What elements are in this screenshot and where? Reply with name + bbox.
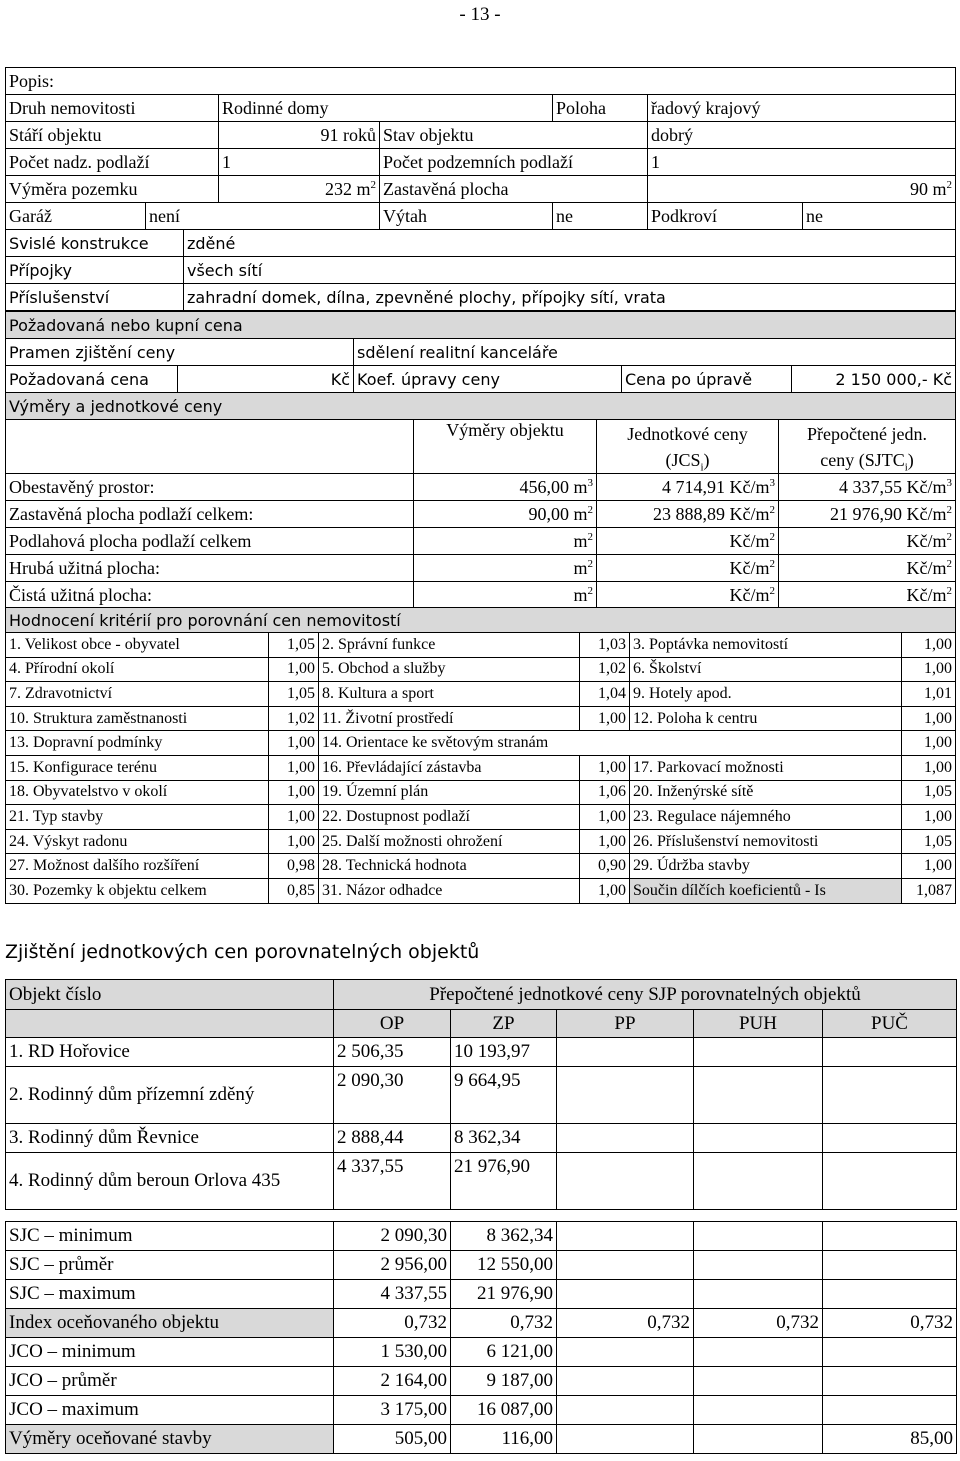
kriterium-value: 1,05	[269, 633, 319, 658]
objekt-row	[6, 1067, 957, 1124]
summary-value: 0,732	[451, 1309, 557, 1338]
kriterium-name: 23. Regulace nájemného	[630, 805, 902, 830]
prepoctena-cena-text: 21 976,90 Kč/m	[830, 503, 947, 524]
kriteria-section: Hodnocení kritérií pro porovnání cen nemovitostí	[6, 608, 956, 633]
podlazi-label: Počet nadz. podlaží	[6, 149, 219, 176]
kriterium-name: 15. Konfigurace terénu	[6, 755, 269, 780]
vymera-value-exp: 3	[587, 476, 593, 489]
summary-value: 1 530,00	[334, 1338, 451, 1367]
pozemek-label: Výměra pozemku	[6, 176, 219, 203]
objekt-empty	[557, 1038, 694, 1067]
vymera-value-exp: 2	[587, 530, 593, 543]
kriterium-value: 1,00	[902, 755, 956, 780]
objekt-empty	[694, 1124, 823, 1153]
kriterium-name: 26. Příslušenství nemovitosti	[630, 829, 902, 854]
kriteria-row	[6, 633, 956, 658]
koef-label: Koef. úpravy ceny	[354, 366, 622, 393]
cena-table	[5, 311, 956, 393]
summary-value: 9 187,00	[451, 1367, 557, 1396]
kriterium-value: 1,02	[269, 706, 319, 731]
summary-row	[6, 1367, 957, 1396]
vymera-value-text: 90,00 m	[528, 503, 588, 524]
zjisteni-heading: Zjištění jednotkových cen porovnatelných objektů	[5, 941, 480, 963]
kriteria-row	[6, 780, 956, 805]
summary-value	[823, 1280, 957, 1309]
summary-value	[557, 1367, 694, 1396]
kriterium-name: Součin dílčích koeficientů - Is	[630, 878, 902, 903]
summary-value	[823, 1251, 957, 1280]
prepoctene-sjp-header: Přepočtené jednotkové ceny SJP porovnatelných objektů	[334, 980, 957, 1010]
jednotkova-cena-exp: 3	[769, 476, 775, 489]
summary-value	[557, 1338, 694, 1367]
kriterium-name: 21. Typ stavby	[6, 805, 269, 830]
kriterium-value: 1,02	[580, 657, 630, 682]
prepoctena-cena-exp: 2	[946, 557, 953, 570]
kriterium-value: 1,00	[269, 805, 319, 830]
po-uprave-label: Cena po úpravě	[622, 366, 792, 393]
prepoctene-header: Přepočtené jedn. ceny $(SJTC_i)$	[779, 420, 956, 474]
kriterium-name: 30. Pozemky k objektu celkem	[6, 878, 269, 903]
summary-value	[557, 1222, 694, 1251]
col-header-pp: PP	[557, 1010, 694, 1038]
kriterium-name: 4. Přírodní okolí	[6, 657, 269, 682]
col-header-puh: PUH	[694, 1010, 823, 1038]
kriterium-value: 1,00	[902, 731, 956, 756]
kriterium-value: 1,00	[902, 657, 956, 682]
pozadovana-kc: Kč	[178, 366, 354, 393]
vymery-section: Výměry a jednotkové ceny	[6, 393, 956, 420]
prepoctena-cena-exp: 3	[946, 476, 953, 489]
summary-value	[557, 1251, 694, 1280]
vymera-value	[414, 528, 597, 555]
objekt-op: 2 888,44	[334, 1124, 451, 1153]
summary-value	[823, 1222, 957, 1251]
prepoctena-cena	[779, 474, 956, 501]
summary-value	[694, 1396, 823, 1425]
kriteria-row	[6, 854, 956, 879]
vytah-value: ne	[553, 203, 648, 230]
kriterium-value: 0,98	[269, 854, 319, 879]
prepoctena-cena	[779, 528, 956, 555]
vymery-row	[6, 555, 956, 582]
kriterium-name: 20. Inženýrské sítě	[630, 780, 902, 805]
podkrovi-label: Podkroví	[648, 203, 803, 230]
prepoctena-cena-exp: 2	[946, 584, 953, 597]
vymery-row	[6, 501, 956, 528]
druh-value: Rodinné domy	[219, 95, 553, 122]
svisle-value: zděné	[184, 230, 956, 257]
kriterium-value: 1,00	[269, 731, 319, 756]
kriterium-value: 1,00	[580, 805, 630, 830]
summary-value	[694, 1338, 823, 1367]
pozemek-value: 232 $m^2$	[219, 176, 380, 203]
vymery-row	[6, 582, 956, 609]
kriterium-name: 7. Zdravotnictví	[6, 682, 269, 707]
prepoctena-cena-text: Kč/m	[906, 557, 947, 578]
podkrovi-value: ne	[803, 203, 956, 230]
kriterium-value: 1,00	[269, 657, 319, 682]
svisle-label: Svislé konstrukce	[6, 230, 184, 257]
summary-name: SJC – minimum	[6, 1222, 334, 1251]
summary-value	[823, 1338, 957, 1367]
summary-value	[694, 1425, 823, 1454]
poloha-label: Poloha	[553, 95, 648, 122]
kriterium-name: 14. Orientace ke světovým stranám	[319, 731, 902, 756]
vymery-row	[6, 474, 956, 501]
kriterium-name: 2. Správní funkce	[319, 633, 580, 658]
stari-label: Stáří objektu	[6, 122, 219, 149]
jednotkova-cena-exp: 2	[769, 503, 775, 516]
kriterium-value: 1,01	[902, 682, 956, 707]
kriterium-value: 1,00	[902, 805, 956, 830]
kriterium-value: 1,00	[580, 829, 630, 854]
vymera-value-text: m	[573, 530, 588, 551]
summary-value: 4 337,55	[334, 1280, 451, 1309]
kriterium-name: 1. Velikost obce - obyvatel	[6, 633, 269, 658]
objekt-empty	[823, 1124, 957, 1153]
summary-name: SJC – maximum	[6, 1280, 334, 1309]
summary-value: 0,732	[823, 1309, 957, 1338]
objekt-empty	[823, 1038, 957, 1067]
summary-value: 0,732	[694, 1309, 823, 1338]
vymery-row-label: Zastavěná plocha podlaží celkem:	[6, 501, 414, 528]
kriterium-value: 1,087	[902, 878, 956, 903]
vymery-row-label: Podlahová plocha podlaží celkem	[6, 528, 414, 555]
druh-label: Druh nemovitosti	[6, 95, 219, 122]
jednotkova-cena	[597, 555, 779, 582]
vymera-value-exp: 2	[587, 584, 593, 597]
objekt-empty	[823, 1067, 957, 1124]
objekt-empty	[694, 1038, 823, 1067]
kriterium-value: 1,00	[580, 755, 630, 780]
summary-value	[823, 1367, 957, 1396]
objekt-op: 2 506,35	[334, 1038, 451, 1067]
summary-value: 8 362,34	[451, 1222, 557, 1251]
kriterium-value: 1,05	[269, 682, 319, 707]
summary-name: JCO – maximum	[6, 1396, 334, 1425]
podzemni-label: Počet podzemních podlaží	[380, 149, 648, 176]
objekt-empty	[694, 1153, 823, 1210]
jednotkova-cena-exp: 2	[769, 584, 775, 597]
kriterium-value: 1,00	[902, 706, 956, 731]
summary-row	[6, 1396, 957, 1425]
summary-name: SJC – průměr	[6, 1251, 334, 1280]
podzemni-value: 1	[648, 149, 956, 176]
summary-row	[6, 1251, 957, 1280]
summary-value: 21 976,90	[451, 1280, 557, 1309]
vymery-header-empty	[6, 420, 414, 474]
objekt-header-blank	[6, 1010, 334, 1038]
jednotkova-cena-exp: 2	[769, 530, 775, 543]
kriterium-value: 0,85	[269, 878, 319, 903]
garaz-label: Garáž	[6, 203, 146, 230]
po-uprave-value: 2 150 000,- Kč	[792, 366, 956, 393]
prislusenstvi-value: zahradní domek, dílna, zpevněné plochy, přípojky sítí, vrata	[184, 284, 956, 311]
kriterium-name: 31. Názor odhadce	[319, 878, 580, 903]
vymery-row-label: Hrubá užitná plocha:	[6, 555, 414, 582]
zastavena-label: Zastavěná plocha	[380, 176, 648, 203]
objekt-name: 2. Rodinný dům přízemní zděný	[6, 1067, 334, 1124]
kriterium-name: 19. Územní plán	[319, 780, 580, 805]
objekt-row	[6, 1124, 957, 1153]
page-number: - 13 -	[459, 4, 501, 25]
objekt-zp: 10 193,97	[451, 1038, 557, 1067]
summary-name: JCO – minimum	[6, 1338, 334, 1367]
summary-row	[6, 1222, 957, 1251]
prepoctena-cena-text: Kč/m	[906, 584, 947, 605]
kriteria-row	[6, 805, 956, 830]
kriterium-value: 1,05	[902, 780, 956, 805]
vymera-value	[414, 474, 597, 501]
vymery-table	[5, 392, 956, 609]
pozadovana-label: Požadovaná cena	[6, 366, 178, 393]
summary-value: 85,00	[823, 1425, 957, 1454]
objekt-op: 4 337,55	[334, 1153, 451, 1210]
cena-section: Požadovaná nebo kupní cena	[6, 312, 956, 339]
kriterium-name: 27. Možnost dalšího rozšíření	[6, 854, 269, 879]
prepoctena-cena	[779, 501, 956, 528]
pripojky-label: Přípojky	[6, 257, 184, 284]
summary-value	[694, 1222, 823, 1251]
zjisteni-table	[5, 979, 957, 1454]
kriteria-row	[6, 731, 956, 756]
summary-value: 16 087,00	[451, 1396, 557, 1425]
vymera-value	[414, 501, 597, 528]
summary-value: 2 090,30	[334, 1222, 451, 1251]
summary-value: 0,732	[557, 1309, 694, 1338]
kriteria-row	[6, 878, 956, 903]
summary-value	[557, 1425, 694, 1454]
summary-value	[823, 1396, 957, 1425]
summary-value: 12 550,00	[451, 1251, 557, 1280]
jednotkova-cena-text: Kč/m	[729, 557, 770, 578]
jednotkova-cena-text: Kč/m	[729, 584, 770, 605]
objekt-row	[6, 1038, 957, 1067]
vymery-header: Výměry objektu	[414, 420, 597, 474]
vymera-value-text: 456,00 m	[519, 476, 588, 497]
prepoctena-cena-text: Kč/m	[906, 530, 947, 551]
kriterium-name: 24. Výskyt radonu	[6, 829, 269, 854]
vymera-value-text: m	[573, 584, 588, 605]
kriteria-table	[5, 607, 956, 904]
kriterium-name: 28. Technická hodnota	[319, 854, 580, 879]
kriteria-row	[6, 706, 956, 731]
jednotkova-cena	[597, 582, 779, 609]
col-header-puč: PUČ	[823, 1010, 957, 1038]
objekt-empty	[557, 1067, 694, 1124]
kriterium-name: 11. Životní prostředí	[319, 706, 580, 731]
summary-value: 505,00	[334, 1425, 451, 1454]
jednotkova-cena	[597, 528, 779, 555]
summary-name: Výměry oceňované stavby	[6, 1425, 334, 1454]
objekt-empty	[557, 1124, 694, 1153]
objekt-empty	[694, 1067, 823, 1124]
kriterium-value: 1,03	[580, 633, 630, 658]
summary-value	[694, 1367, 823, 1396]
vymery-row-label: Obestavěný prostor:	[6, 474, 414, 501]
kriterium-name: 25. Další možnosti ohrožení	[319, 829, 580, 854]
pripojky-value: všech sítí	[184, 257, 956, 284]
summary-value	[557, 1396, 694, 1425]
kriterium-value: 1,00	[580, 878, 630, 903]
summary-value: 2 956,00	[334, 1251, 451, 1280]
poloha-value: řadový krajový	[648, 95, 956, 122]
kriteria-row	[6, 755, 956, 780]
summary-value: 6 121,00	[451, 1338, 557, 1367]
kriterium-name: 16. Převládající zástavba	[319, 755, 580, 780]
objekt-header: Objekt číslo	[6, 980, 334, 1010]
kriterium-value: 1,00	[269, 780, 319, 805]
kriterium-name: 5. Obchod a služby	[319, 657, 580, 682]
jednotkova-cena-text: 23 888,89 Kč/m	[653, 503, 770, 524]
jednotkova-cena-text: Kč/m	[729, 530, 770, 551]
summary-value: 3 175,00	[334, 1396, 451, 1425]
summary-value	[694, 1280, 823, 1309]
objekt-empty	[823, 1153, 957, 1210]
kriterium-name: 22. Dostupnost podlaží	[319, 805, 580, 830]
kriterium-name: 17. Parkovací možnosti	[630, 755, 902, 780]
prepoctena-cena	[779, 555, 956, 582]
vymera-value	[414, 555, 597, 582]
kriterium-name: 9. Hotely apod.	[630, 682, 902, 707]
kriterium-name: 12. Poloha k centru	[630, 706, 902, 731]
summary-value: 2 164,00	[334, 1367, 451, 1396]
objekt-name: 3. Rodinný dům Řevnice	[6, 1124, 334, 1153]
stav-label: Stav objektu	[380, 122, 648, 149]
vymera-value-exp: 2	[587, 557, 593, 570]
vytah-label: Výtah	[380, 203, 553, 230]
jednotkove-header: Jednotkové ceny $(JCS_i)$	[597, 420, 779, 474]
jednotkova-cena-exp: 2	[769, 557, 775, 570]
objekt-zp: 9 664,95	[451, 1067, 557, 1124]
jednotkova-cena-text: 4 714,91 Kč/m	[662, 476, 770, 497]
vymery-row	[6, 528, 956, 555]
stari-value: 91 roků	[219, 122, 380, 149]
popis-table	[5, 67, 956, 311]
zastavena-value: 90 $m^2$	[648, 176, 956, 203]
summary-row	[6, 1309, 957, 1338]
objekt-zp: 8 362,34	[451, 1124, 557, 1153]
stav-value: dobrý	[648, 122, 956, 149]
kriteria-row	[6, 657, 956, 682]
summary-value: 116,00	[451, 1425, 557, 1454]
prislusenstvi-label: Příslušenství	[6, 284, 184, 311]
kriterium-value: 1,00	[902, 633, 956, 658]
objekt-row	[6, 1153, 957, 1210]
prepoctena-cena-exp: 2	[946, 530, 953, 543]
vymera-value-text: m	[573, 557, 588, 578]
objekt-name: 1. RD Hořovice	[6, 1038, 334, 1067]
kriterium-name: 6. Školství	[630, 657, 902, 682]
kriterium-name: 13. Dopravní podmínky	[6, 731, 269, 756]
kriteria-row	[6, 682, 956, 707]
prepoctena-cena	[779, 582, 956, 609]
podlazi-value: 1	[219, 149, 380, 176]
summary-value: 0,732	[334, 1309, 451, 1338]
col-header-zp: ZP	[451, 1010, 557, 1038]
objekt-name: 4. Rodinný dům beroun Orlova 435	[6, 1153, 334, 1210]
kriterium-value: 1,00	[902, 854, 956, 879]
vymera-value-exp: 2	[587, 503, 593, 516]
kriterium-value: 1,05	[902, 829, 956, 854]
kriterium-value: 1,00	[269, 755, 319, 780]
prepoctena-cena-text: 4 337,55 Kč/m	[839, 476, 947, 497]
summary-name: JCO – průměr	[6, 1367, 334, 1396]
objekt-zp: 21 976,90	[451, 1153, 557, 1210]
objekt-op: 2 090,30	[334, 1067, 451, 1124]
pramen-label: Pramen zjištění ceny	[6, 339, 354, 366]
summary-row	[6, 1338, 957, 1367]
kriterium-name: 10. Struktura zaměstnanosti	[6, 706, 269, 731]
summary-value	[557, 1280, 694, 1309]
kriterium-name: 8. Kultura a sport	[319, 682, 580, 707]
jednotkova-cena	[597, 474, 779, 501]
kriterium-value: 0,90	[580, 854, 630, 879]
summary-row	[6, 1425, 957, 1454]
kriterium-name: 3. Poptávka nemovitostí	[630, 633, 902, 658]
popis-title: Popis:	[6, 68, 956, 95]
kriterium-value: 1,00	[580, 706, 630, 731]
objekt-empty	[557, 1153, 694, 1210]
kriterium-value: 1,04	[580, 682, 630, 707]
kriterium-value: 1,06	[580, 780, 630, 805]
prepoctena-cena-exp: 2	[946, 503, 953, 516]
summary-name: Index oceňovaného objektu	[6, 1309, 334, 1338]
vymery-row-label: Čistá užitná plocha:	[6, 582, 414, 609]
vymera-value	[414, 582, 597, 609]
spacer	[6, 1210, 957, 1222]
pramen-value: sdělení realitní kanceláře	[354, 339, 956, 366]
col-header-op: OP	[334, 1010, 451, 1038]
summary-value	[694, 1251, 823, 1280]
jednotkova-cena	[597, 501, 779, 528]
kriterium-name: 29. Údržba stavby	[630, 854, 902, 879]
kriterium-value: 1,00	[269, 829, 319, 854]
kriteria-row	[6, 829, 956, 854]
summary-row	[6, 1280, 957, 1309]
garaz-value: není	[146, 203, 380, 230]
kriterium-name: 18. Obyvatelstvo v okolí	[6, 780, 269, 805]
